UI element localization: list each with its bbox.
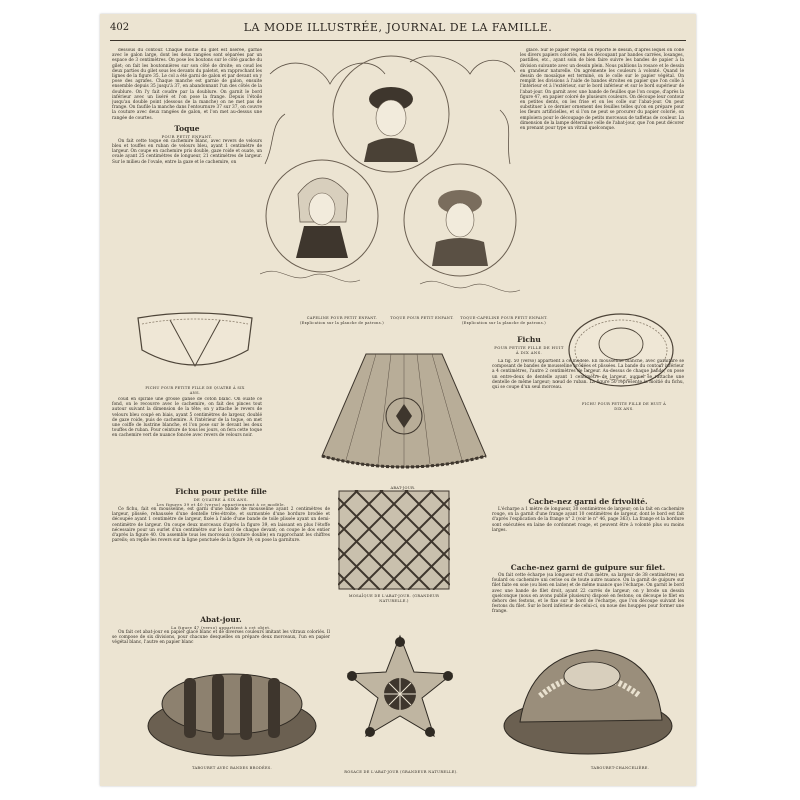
page-header bbox=[100, 14, 696, 48]
subheading-toque: POUR PETIT ENFANT. bbox=[161, 133, 213, 139]
heading-cachenez-1: Cache-nez garni de frivolité. bbox=[528, 497, 648, 506]
subheading-fichu-1: DE QUATRE À SIX ANS. bbox=[193, 497, 249, 502]
column-right-cachenez-2 bbox=[492, 560, 684, 638]
caption-tabouret-1: TABOURET AVEC BANDES BRODÉES. bbox=[192, 766, 272, 770]
column-right-cachenez-1 bbox=[492, 494, 684, 558]
heading-abatjour: Abat-jour. bbox=[200, 615, 242, 624]
fichu-left-illustration bbox=[130, 310, 260, 382]
caption-toque: TOQUE POUR PETIT ENFANT. bbox=[390, 316, 454, 320]
heading-cachenez-2: Cache-nez garni de guipure sur filet. bbox=[510, 563, 666, 572]
figure-tabouret-1 bbox=[144, 664, 320, 760]
figure-fichu-left bbox=[130, 310, 260, 382]
body-text-toque-cont: coud en spirale une grosse ganse de coton blanc. On ouate ce fond, on le recouvre avec le cachemire, on fait des pinces tout autour suivant la dimension de la tête; on y attache le revers de velours bleu coupé en biais, ayant 5 centimètres de largeur, doublé de gaze roide, puis de cachemire. À l'intérieur de la toque, on met une coiffe de lustrine blanche, et l'on pose sur le devant les deux touffes de ruban. Pour ceinture de tous les jours, on fera cette toque en cachemire vert de nuance foncée avec revers de velours noir. bbox=[112, 397, 262, 439]
header-rule bbox=[110, 40, 686, 41]
figure-vignettes-bonnets bbox=[260, 44, 522, 312]
vignettes-illustration bbox=[260, 44, 522, 312]
caption-mosaique: MOSAÏQUE DE L'ABAT-JOUR. (GRANDEUR NATURELLE.) bbox=[348, 594, 440, 603]
note-fichu-1: Les figures 39 et 40 (verso) appartiennent à ce modèle. bbox=[156, 502, 286, 507]
caption-capeline-2: TOQUE-CAPELINE POUR PETIT ENFANT. (Explication sur la planche de patrons.) bbox=[460, 316, 548, 325]
mosaique-illustration bbox=[338, 490, 450, 590]
body-text-toque: On fait cette toque en cachemire blanc, avec revers de velours bleu et touffes en ruban de velours bleu, ayant 1 centimètre de largeur. On coupe en cachemire pris double, gaze roide et ouate, un ovale ayant 25 centimètres de longueur, 21 centimètres de largeur. Sur le milieu de l'ovale, entre la gaze et le cachemire, on bbox=[112, 138, 262, 165]
column-right-top bbox=[520, 48, 684, 332]
body-text-fichu-2: La fig. 50 (verso) appartient à ce modèle. En mousseline blanche, avec garniture se composant de bandes de mousseline brodées et plissées. La bande du contour inférieur a 4 centimètres, l'autre 2 centimètres de largeur. Au-dessus de chaque bande, on pose un entre-deux de dentelle ayant 1 centimètre de largeur, auquel se rattache une dentelle de même largeur; nœud de ruban. La figure 50 représente la moitié du fichu, qui se coupe d'un seul morceau. bbox=[492, 359, 684, 391]
caption-fichu-left: FICHU POUR PETITE FILLE DE QUATRE À SIX ANS. bbox=[145, 386, 245, 395]
body-text-abatjour-cont: glacé. Sur le papier végétal on reporte le dessin, d'après lequel on colle les divers papiers coloriés, en les découpant par bandes carrées, losanges, pastilles, etc., ayant soin de bien faire suivre les bandes de papier à la division suivante avec un dessin plein. Nous publions la rosace et le dessin en grandeur naturelle. On agrémente les couleurs à volonté. Quand le dessin de mosaïque est terminé, on le colle sur le papier végétal. On remplit les divisions à l'aide de bandes étroites en papier que l'on colle à l'intérieur et à l'extérieur, sur le bord inférieur et sur le bord supérieur de l'abat-jour. On garnit avec une bande de feuilles que l'on coupe, d'après la figure 47, en papier coloré de plusieurs couleurs. On découpe leur contour en petites dents, on les frise et on les colle sur l'abat-jour. On peut substituer à ce dernier ornement des feuilles telles qu'on en prépare pour les fleurs artificielles, et si l'on ne peut se procurer du papier colorié, on emploiera pour le découpage de petits morceaux de taffetas de couleur. La dimension de la lampe détermine celle de l'abat-jour, que l'on peut décorer en prenant pour type un vitrail quelconque. bbox=[520, 48, 684, 132]
column-left-fichu bbox=[112, 484, 330, 612]
body-text-cachenez-1: L'écharpe a 1 mètre de longueur, 30 centimètres de largeur; on la fait en cachemire rouge, on la garnit d'une frange ayant 10 centimètres de largeur, dont le bord est fait d'après l'explication de la frange n° 2 (voir le n° 46, page 363). La frange et la bordure sont exécutées en laine de cordonnet rouge, et peuvent être à volonté plus ou moins larges. bbox=[492, 507, 684, 533]
heading-fichu-2: Fichu bbox=[517, 335, 541, 344]
body-text-cachenez-2: On fait cette écharpe (sa longueur est d'un mètre, sa largeur de 38 centimètres) en foulard ou cachemire uni cerise ou de toute autre nuance. On la garnit de guipure sur filet faite en soie (ou bien en laine) et de même nuance que l'écharpe. On garnit le bord avec une bande de filet droit, ayant 22 carrés de largeur; on y brode un dessin quelconque (nous en avons publié plusieurs) disposé en festons; on découpe le filet en dehors des festons, et le fixe sur le bord de l'écharpe, que l'on découpe suivant les festons du filet. Sur le bord inférieur de celui-ci, on noue des houppes pour former une frange. bbox=[492, 573, 684, 615]
body-text-abatjour: On fait cet abat-jour en papier glacé blanc et de diverses couleurs imitant les vitraux coloriés. Il se compose de six divisions, pour chacune desquelles on prépare deux morceaux, l'un en papier végétal blanc, l'autre en papier blanc bbox=[112, 630, 330, 646]
body-text-fichu-1: Ce fichu, fait en mousseline, est garni d'une bande de mousseline ayant 2 centimètres de largeur, plissée, rehaussée d'une dentelle très-étroite, et surmontée d'une bordure brodée et découpée ayant 1 centimètre de largeur, fixée à l'aide d'une bande de toile plissée ayant un demi-centimètre de largeur. On coupe deux morceaux d'après la figure 39, en laissant en plus l'étoffe nécessaire pour un ourlet d'un centimètre sur le bord de chaque devant; on coupe le dos entier d'après la figure 40. On assemble tous les morceaux (couture double) en rapprochant les chiffres pareils; on replie les revers sur la ligne ponctuée de la figure 39; on pose la garniture. bbox=[112, 507, 330, 544]
magazine-page bbox=[100, 14, 696, 786]
caption-capeline-1: CAPELINE POUR PETIT ENFANT. (Explication sur la planche de patrons.) bbox=[299, 316, 385, 325]
running-title: LA MODE ILLUSTRÉE, JOURNAL DE LA FAMILLE. bbox=[243, 21, 553, 34]
caption-tabouret-2: TABOURET-CHANCELIÈRE. bbox=[590, 766, 650, 770]
abatjour-illustration bbox=[316, 344, 492, 480]
caption-rosace: ROSACE DE L'ABAT-JOUR (GRANDEUR NATURELLE). bbox=[344, 770, 458, 774]
subheading-fichu-2: POUR PETITE FILLE DE HUIT À DIX ANS. bbox=[494, 345, 564, 355]
caption-abatjour: ABAT-JOUR. bbox=[390, 486, 416, 490]
rosace-illustration bbox=[340, 632, 460, 768]
column-left-mid bbox=[112, 397, 262, 477]
body-text-gilet: dessous du contour. Chaque moitié du gilet est lisérée, garnie avec le galon large, dont les deux rangées sont séparées par un espace de 3 centimètres. On pose les boutons sur le côté gauche du gilet; on fait les boutonnières sur son côté de droite; on coud les deux parties du gilet sous les devants du paletot, en rapprochant les lignes de la figure 35. Le col a été garni de galon et par devant on y pose des agrafes. Chaque manche est garnie de galon, ensuite ensemble depuis 35 jusqu'à 37, en abandonnant l'un des côtés de la doublure. On l'y fait coudre par la doublure. On garnit le bord inférieur avec un liséré et l'on pose la frange. Depuis l'étoile jusqu'au double point (dessous de la manche) on ne met pas de frange. On faufile la manche dans l'entournure 37 sur 37, on couvre la couture avec deux rangées de galon, et l'on met au-dessus une rangée de courtes. bbox=[112, 48, 262, 121]
figure-tabouret-2 bbox=[500, 636, 676, 760]
note-abatjour: La figure 47 (verso) appartient à cet objet. bbox=[171, 625, 271, 630]
column-left-abatjour bbox=[112, 612, 330, 660]
column-fichu-2-text bbox=[492, 359, 684, 489]
tabouret-1-illustration bbox=[144, 664, 320, 760]
tabouret-2-illustration bbox=[500, 636, 676, 760]
figure-abatjour bbox=[316, 344, 492, 480]
page-number: 402 bbox=[110, 22, 130, 33]
figure-rosace bbox=[340, 632, 460, 768]
caption-fichu-right: FICHU POUR PETITE FILLE DE HUIT À DIX ANS. bbox=[582, 402, 666, 411]
heading-fichu-1: Fichu pour petite fille bbox=[175, 487, 267, 496]
heading-toque: Toque bbox=[174, 123, 200, 133]
column-left-top bbox=[112, 48, 262, 306]
figure-mosaique bbox=[338, 490, 450, 590]
